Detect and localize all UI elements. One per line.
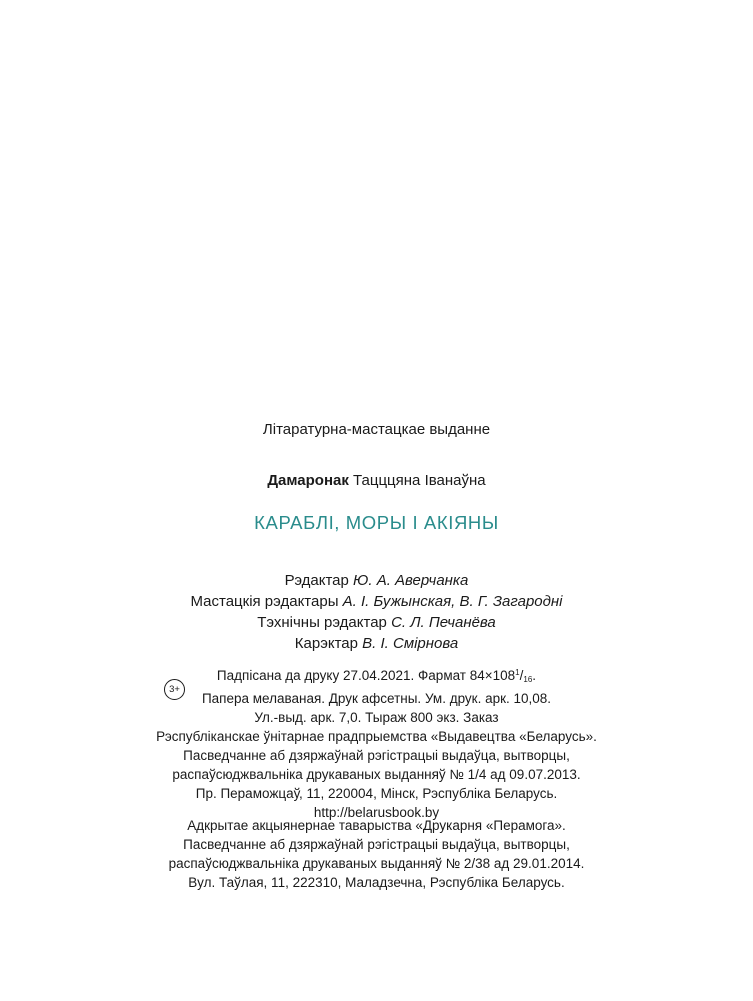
author-surname: Дамаронак [267, 472, 349, 489]
credit-proofreader: Карэктар В. І. Смірнова [294, 635, 459, 652]
print-paper-line: Папера мелаваная. Друк афсетны. Ум. друк. арк. 10,08. [201, 691, 552, 706]
printer-block [0, 816, 753, 892]
print-run-line: Ул.-выд. арк. 7,0. Тыраж 800 экз. Заказ [254, 710, 499, 725]
credit-technical-editor: Тэхнічны рэдактар С. Л. Печанёва [257, 614, 496, 631]
book-title: КАРАБЛІ, МОРЫ І АКІЯНЫ [254, 512, 499, 533]
print-signed-line: Падпісана да друку 27.04.2021. Фармат $84\times 108^1/_{16}$. [216, 668, 537, 684]
printer-line: Вул. Таўлая, 11, 222310, Маладзечна, Рэспубліка Беларусь. [188, 875, 565, 890]
print-details [0, 663, 753, 727]
publisher-url: http://belarusbook.by [313, 805, 440, 820]
publisher-block [0, 727, 753, 822]
author-given-name: Тацццяна Іванаўна [353, 472, 486, 489]
credit-editor: Рэдактар Ю. А. Аверчанка [284, 572, 469, 589]
genre-label: Літаратурна-мастацкае выданне [262, 421, 491, 438]
credit-art-editors: Мастацкія рэдактары А. І. Бужынская, В. Г. Загародні [190, 593, 563, 610]
age-rating-badge: 3+ [164, 679, 185, 700]
printer-line: распаўсюджвальніка друкаваных выданняў № 2/38 ад 29.01.2014. [168, 856, 585, 871]
author-line [0, 472, 753, 489]
printer-line: Адкрытае акцыянернае таварыства «Друкарня «Перамога». [187, 818, 566, 833]
printer-line: Пасведчанне аб дзяржаўнай рэгістрацыі выдаўца, вытворцы, [183, 837, 570, 852]
publisher-line: распаўсюджвальніка друкаваных выданняў № 1/4 ад 09.07.2013. [172, 767, 581, 782]
credits-block [0, 570, 753, 654]
publisher-line: Рэспубліканскае ўнітарнае прадпрыемства «Выдавецтва «Беларусь». [156, 729, 597, 744]
publisher-line: Пасведчанне аб дзяржаўнай рэгістрацыі выдаўца, вытворцы, [183, 748, 570, 763]
publisher-line: Пр. Пераможцаў, 11, 220004, Мінск, Рэспубліка Беларусь. [195, 786, 558, 801]
